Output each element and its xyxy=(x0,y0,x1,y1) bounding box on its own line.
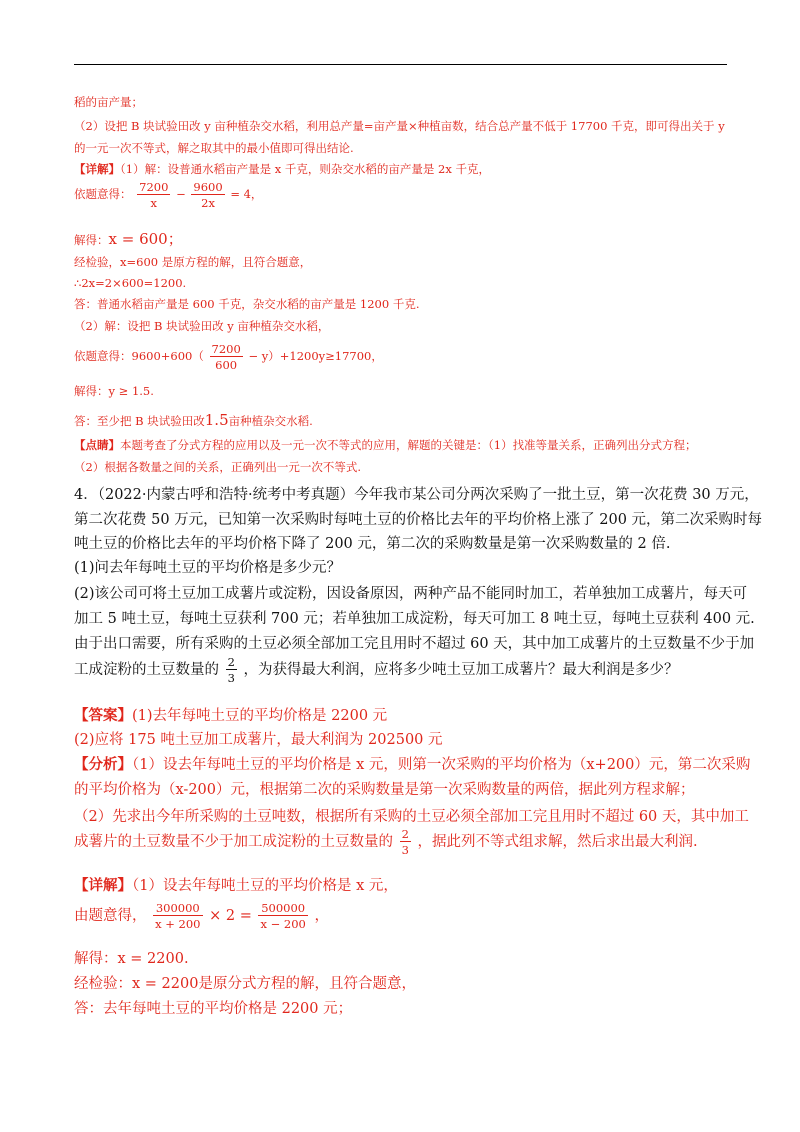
equation-line: 依题意得：9600+600（ $\frac{7200}{600}$ − y）+1200y≥17700， xyxy=(74,342,383,373)
section-tag: 【分析】 xyxy=(74,756,132,773)
question-line: 吨土豆的价格比去年的平均价格下降了 200 元，第二次的采购数量是第一次采购数量的 2 倍. xyxy=(74,536,671,552)
header-rule xyxy=(74,64,727,65)
question-line: 第二次花费 50 万元，已知第一次采购时每吨土豆的价格比去年的平均价格上涨了 200 元，第二次采购时每 xyxy=(74,512,763,528)
fraction: $\frac{9600}{2x}$ xyxy=(193,180,223,211)
section-tag: 【答案】 xyxy=(74,707,132,724)
analysis-line: （2）先求出今年所采购的土豆吨数，根据所有采购的土豆必须全部加工完且用时不超过 60 天，其中加工 xyxy=(74,809,749,825)
text-line: 答：至少把 B 块试验田改1.5亩种植杂交水稻. xyxy=(74,411,313,429)
answer-line: 【答案】(1)去年每吨土豆的平均价格是 2200 元 xyxy=(74,707,388,724)
text-line: 的一元一次不等式，解之取其中的最小值即可得出结论. xyxy=(74,141,354,155)
detail-line: 【详解】（1）解：设普通水稻亩产量是 x 千克，则杂交水稻的亩产量是 2x 千克， xyxy=(74,162,490,176)
fraction: $\frac{7200}{600}$ xyxy=(211,342,241,373)
analysis-line: 的平均价格为（x-200）元，根据第二次的采购数量是第一次采购数量的两倍，据此列方程求解； xyxy=(74,782,695,798)
fraction: $\frac{2}{3}$ xyxy=(401,827,409,858)
text-line: 经检验：x = 2200是原分式方程的解，且符合题意， xyxy=(74,976,416,992)
equation-line: 由题意得， $\frac{300000}{x + 200}$ × 2 = $\frac{500000}{x - 200}$ ， xyxy=(74,901,329,932)
section-tag: 【详解】 xyxy=(74,162,120,176)
question-line: 工成淀粉的土豆数量的 $\frac{2}{3}$ ，为获得最大利润，应将多少吨土豆加工成薯片？最大利润是多少？ xyxy=(74,655,679,686)
text-line: 经检验，x=600 是原方程的解，且符合题意， xyxy=(74,255,312,269)
question-line: 由于出口需要，所有采购的土豆必须全部加工完且用时不超过 60 天，其中加工成薯片的土豆数量不少于加 xyxy=(74,636,755,652)
fraction: $\frac{300000}{x + 200}$ xyxy=(155,901,201,932)
analysis-line: 成薯片的土豆数量不少于加工成淀粉的土豆数量的 $\frac{2}{3}$ ，据此列不等式组求解，然后求出最大利润. xyxy=(74,827,698,858)
question-line: (2)该公司可将土豆加工成薯片或淀粉，因设备原因，两种产品不能同时加工，若单独加工成薯片，每天可 xyxy=(74,586,748,602)
section-tag: 【点睛】 xyxy=(74,438,120,452)
detail-line: 【详解】（1）设去年每吨土豆的平均价格是 x 元， xyxy=(74,877,398,894)
note-line: 【点睛】本题考查了分式方程的应用以及一元一次不等式的应用，解题的关键是：（1）找准等量关系，正确列出分式方程； xyxy=(74,438,697,452)
fraction: $\frac{500000}{x - 200}$ xyxy=(260,901,306,932)
text-line: （2）解：设把 B 块试验田改 y 亩种植杂交水稻， xyxy=(74,319,330,333)
text-line: （2）根据各数量之间的关系，正确列出一元一次不等式. xyxy=(74,460,361,474)
text-line: 答：去年每吨土豆的平均价格是 2200 元； xyxy=(74,1001,353,1017)
fraction: $\frac{2}{3}$ xyxy=(227,655,235,686)
text-line: 答：普通水稻亩产量是 600 千克，杂交水稻的亩产量是 1200 千克. xyxy=(74,297,420,311)
question-line: 加工 5 吨土豆，每吨土豆获利 700 元；若单独加工成淀粉，每天可加工 8 吨土豆，每吨土豆获利 400 元. xyxy=(74,611,755,627)
text-line: 解得：x = 2200. xyxy=(74,951,189,967)
text-line: 解得：x = 600； xyxy=(74,230,183,248)
question-line: 4．（2022·内蒙古呼和浩特·统考中考真题）今年我市某公司分两次采购了一批土豆，第一次花费 30 万元， xyxy=(74,487,759,503)
question-line: (1)问去年每吨土豆的平均价格是多少元？ xyxy=(74,560,342,576)
text-line: 稻的亩产量； xyxy=(74,95,143,109)
equation-line: 依题意得： $\frac{7200}{x}$ − $\frac{9600}{2x}$ = 4， xyxy=(74,180,263,211)
fraction: $\frac{7200}{x}$ xyxy=(139,180,169,211)
text-line: 解得：y ≥ 1.5. xyxy=(74,384,154,398)
answer-line: (2)应将 175 吨土豆加工成薯片，最大利润为 202500 元 xyxy=(74,732,443,748)
analysis-line: 【分析】（1）设去年每吨土豆的平均价格是 x 元，则第一次采购的平均价格为（x+200）元，第二次采购 xyxy=(74,756,751,773)
text-line: ∴2x=2×600=1200. xyxy=(74,276,187,290)
section-tag: 【详解】 xyxy=(74,877,132,894)
text-line: （2）设把 B 块试验田改 y 亩种植杂交水稻，利用总产量=亩产量×种植亩数，结合总产量不低于 17700 千克，即可得出关于 y xyxy=(74,119,725,133)
